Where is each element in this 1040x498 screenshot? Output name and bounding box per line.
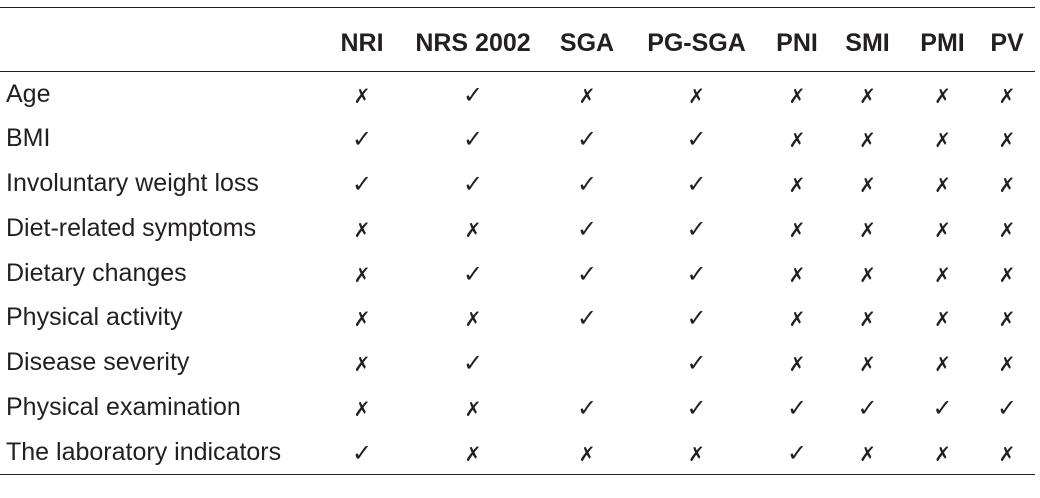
cross-icon: ✗ — [464, 307, 482, 332]
cross-icon: ✗ — [859, 262, 876, 287]
cell-pni — [765, 430, 829, 475]
check-icon: ✓ — [686, 169, 707, 198]
header-cell-pmi: PMI — [920, 29, 965, 57]
cross-icon: ✗ — [934, 352, 951, 377]
check-icon: ✓ — [686, 349, 707, 378]
row-label: Disease severity — [6, 348, 190, 377]
header-cell-smi: SMI — [845, 29, 890, 57]
cross-icon: ✗ — [998, 352, 1016, 377]
cell-pni — [765, 251, 829, 296]
cell-pg-sga — [628, 206, 765, 251]
cell-nri — [324, 116, 400, 161]
row-label: Diet-related symptoms — [6, 213, 257, 242]
row-label: Physical activity — [6, 303, 183, 332]
row-label: BMI — [6, 124, 51, 153]
table-row — [0, 251, 1035, 296]
cell-pmi — [906, 295, 979, 340]
nutrition-assessment-table — [0, 7, 1035, 475]
table-row — [0, 385, 1035, 430]
check-icon: ✓ — [576, 214, 598, 243]
cross-icon: ✗ — [788, 83, 806, 108]
row-label: Dietary changes — [6, 258, 187, 287]
table-row — [0, 430, 1035, 475]
cross-icon: ✗ — [688, 83, 705, 108]
row-label: Age — [6, 79, 51, 108]
table-row — [0, 72, 1035, 117]
cell-pmi — [906, 72, 979, 117]
cell-pg-sga — [628, 295, 765, 340]
cross-icon: ✗ — [998, 83, 1016, 108]
check-icon: ✓ — [462, 80, 484, 109]
cross-icon: ✗ — [859, 352, 876, 377]
cross-icon: ✗ — [934, 83, 951, 108]
cell-pni — [765, 161, 829, 206]
cross-icon: ✗ — [353, 396, 371, 421]
cell-sga — [546, 340, 628, 385]
header-cell-nri: NRI — [340, 29, 384, 57]
cell-smi — [829, 251, 906, 296]
cross-icon: ✗ — [934, 128, 951, 153]
cross-icon: ✗ — [788, 128, 806, 153]
cross-icon: ✗ — [859, 441, 876, 466]
table-row — [0, 206, 1035, 251]
cross-icon: ✗ — [353, 352, 371, 377]
cell-smi — [829, 161, 906, 206]
cell-smi — [829, 116, 906, 161]
cell-nrs-2002 — [400, 295, 546, 340]
cross-icon: ✗ — [464, 396, 482, 421]
cross-icon: ✗ — [859, 307, 876, 332]
cross-icon: ✗ — [688, 441, 705, 466]
cross-icon: ✗ — [998, 441, 1016, 466]
cell-nri — [324, 295, 400, 340]
check-icon: ✓ — [351, 438, 373, 467]
header-cell-pg-sga: PG-SGA — [647, 29, 746, 57]
cross-icon: ✗ — [353, 307, 371, 332]
cell-pv — [979, 251, 1035, 296]
cell-nrs-2002 — [400, 206, 546, 251]
cross-icon: ✗ — [464, 217, 482, 242]
cell-nri — [324, 430, 400, 475]
cell-nrs-2002 — [400, 72, 546, 117]
cross-icon: ✗ — [788, 217, 806, 242]
cell-smi — [829, 295, 906, 340]
cross-icon: ✗ — [998, 262, 1016, 287]
check-icon: ✓ — [576, 259, 598, 288]
check-icon: ✓ — [786, 393, 808, 422]
cell-pv — [979, 72, 1035, 117]
cell-pv — [979, 340, 1035, 385]
cell-pv — [979, 430, 1035, 475]
cross-icon: ✗ — [788, 307, 806, 332]
cross-icon: ✗ — [464, 441, 482, 466]
check-icon: ✓ — [351, 125, 373, 154]
cell-nri — [324, 340, 400, 385]
cross-icon: ✗ — [859, 128, 876, 153]
cell-sga — [546, 206, 628, 251]
check-icon: ✓ — [686, 214, 707, 243]
cell-pmi — [906, 161, 979, 206]
cell-pg-sga — [628, 116, 765, 161]
cross-icon: ✗ — [998, 172, 1016, 197]
cell-sga — [546, 116, 628, 161]
check-icon: ✓ — [576, 304, 598, 333]
check-icon: ✓ — [576, 169, 598, 198]
check-icon: ✓ — [462, 349, 484, 378]
header-cell-pni: PNI — [776, 29, 818, 57]
cross-icon: ✗ — [934, 217, 951, 242]
check-icon: ✓ — [576, 125, 598, 154]
cell-smi — [829, 340, 906, 385]
cross-icon: ✗ — [353, 83, 371, 108]
cell-smi — [829, 385, 906, 430]
cross-icon: ✗ — [788, 352, 806, 377]
check-icon: ✓ — [462, 259, 484, 288]
cross-icon: ✗ — [578, 441, 596, 466]
cross-icon: ✗ — [788, 172, 806, 197]
table-header — [0, 8, 1035, 72]
cross-icon: ✗ — [859, 83, 876, 108]
table-body — [0, 72, 1035, 475]
cell-nrs-2002 — [400, 161, 546, 206]
cross-icon: ✗ — [998, 307, 1016, 332]
cell-pg-sga — [628, 340, 765, 385]
check-icon: ✓ — [686, 304, 707, 333]
cell-pg-sga — [628, 161, 765, 206]
cell-sga — [546, 385, 628, 430]
cell-nrs-2002 — [400, 340, 546, 385]
cell-nri — [324, 385, 400, 430]
cell-pni — [765, 340, 829, 385]
cell-nri — [324, 206, 400, 251]
check-icon: ✓ — [462, 125, 484, 154]
cell-sga — [546, 295, 628, 340]
cross-icon: ✗ — [353, 217, 371, 242]
cell-sga — [546, 72, 628, 117]
check-icon: ✓ — [857, 393, 878, 422]
cell-nri — [324, 161, 400, 206]
cell-pv — [979, 295, 1035, 340]
cell-pg-sga — [628, 72, 765, 117]
cell-pv — [979, 161, 1035, 206]
check-icon: ✓ — [351, 169, 373, 198]
row-label: Involuntary weight loss — [6, 168, 259, 197]
row-label: Physical examination — [6, 392, 241, 421]
cell-smi — [829, 72, 906, 117]
header-row — [0, 8, 1035, 72]
check-icon: ✓ — [686, 393, 707, 422]
cross-icon: ✗ — [934, 262, 951, 287]
cell-pg-sga — [628, 430, 765, 475]
cell-pni — [765, 385, 829, 430]
table-row — [0, 161, 1035, 206]
check-icon: ✓ — [686, 259, 707, 288]
table-row — [0, 116, 1035, 161]
cell-pv — [979, 385, 1035, 430]
cell-nrs-2002 — [400, 116, 546, 161]
cross-icon: ✗ — [934, 172, 951, 197]
cell-pv — [979, 206, 1035, 251]
cell-sga — [546, 161, 628, 206]
cell-nrs-2002 — [400, 430, 546, 475]
cell-pmi — [906, 206, 979, 251]
cell-pv — [979, 116, 1035, 161]
cross-icon: ✗ — [859, 217, 876, 242]
check-icon: ✓ — [996, 393, 1018, 422]
cell-pmi — [906, 430, 979, 475]
cell-nri — [324, 251, 400, 296]
cell-sga — [546, 251, 628, 296]
header-cell-nrs-2002: NRS 2002 — [415, 29, 531, 57]
cell-pmi — [906, 385, 979, 430]
table-row — [0, 340, 1035, 385]
cross-icon: ✗ — [998, 128, 1016, 153]
cross-icon: ✗ — [998, 217, 1016, 242]
cell-pg-sga — [628, 251, 765, 296]
cross-icon: ✗ — [353, 262, 371, 287]
cell-nrs-2002 — [400, 385, 546, 430]
cell-pni — [765, 72, 829, 117]
cell-nri — [324, 72, 400, 117]
check-icon: ✓ — [932, 393, 953, 422]
table-row — [0, 295, 1035, 340]
cross-icon: ✗ — [934, 307, 951, 332]
cell-sga — [546, 430, 628, 475]
check-icon: ✓ — [576, 393, 598, 422]
cell-nrs-2002 — [400, 251, 546, 296]
cross-icon: ✗ — [859, 172, 876, 197]
cell-smi — [829, 206, 906, 251]
check-icon: ✓ — [786, 438, 808, 467]
cell-pni — [765, 206, 829, 251]
cell-pmi — [906, 340, 979, 385]
cell-pmi — [906, 251, 979, 296]
check-icon: ✓ — [462, 169, 484, 198]
cross-icon: ✗ — [934, 441, 951, 466]
check-icon: ✓ — [686, 125, 707, 154]
cell-pg-sga — [628, 385, 765, 430]
cell-smi — [829, 430, 906, 475]
cell-pmi — [906, 116, 979, 161]
cross-icon: ✗ — [578, 83, 596, 108]
cell-pni — [765, 295, 829, 340]
header-cell-pv: PV — [990, 29, 1024, 57]
row-label: The laboratory indicators — [6, 437, 282, 466]
header-cell-label — [0, 8, 324, 72]
cross-icon: ✗ — [788, 262, 806, 287]
header-cell-sga: SGA — [559, 29, 615, 57]
cell-pni — [765, 116, 829, 161]
